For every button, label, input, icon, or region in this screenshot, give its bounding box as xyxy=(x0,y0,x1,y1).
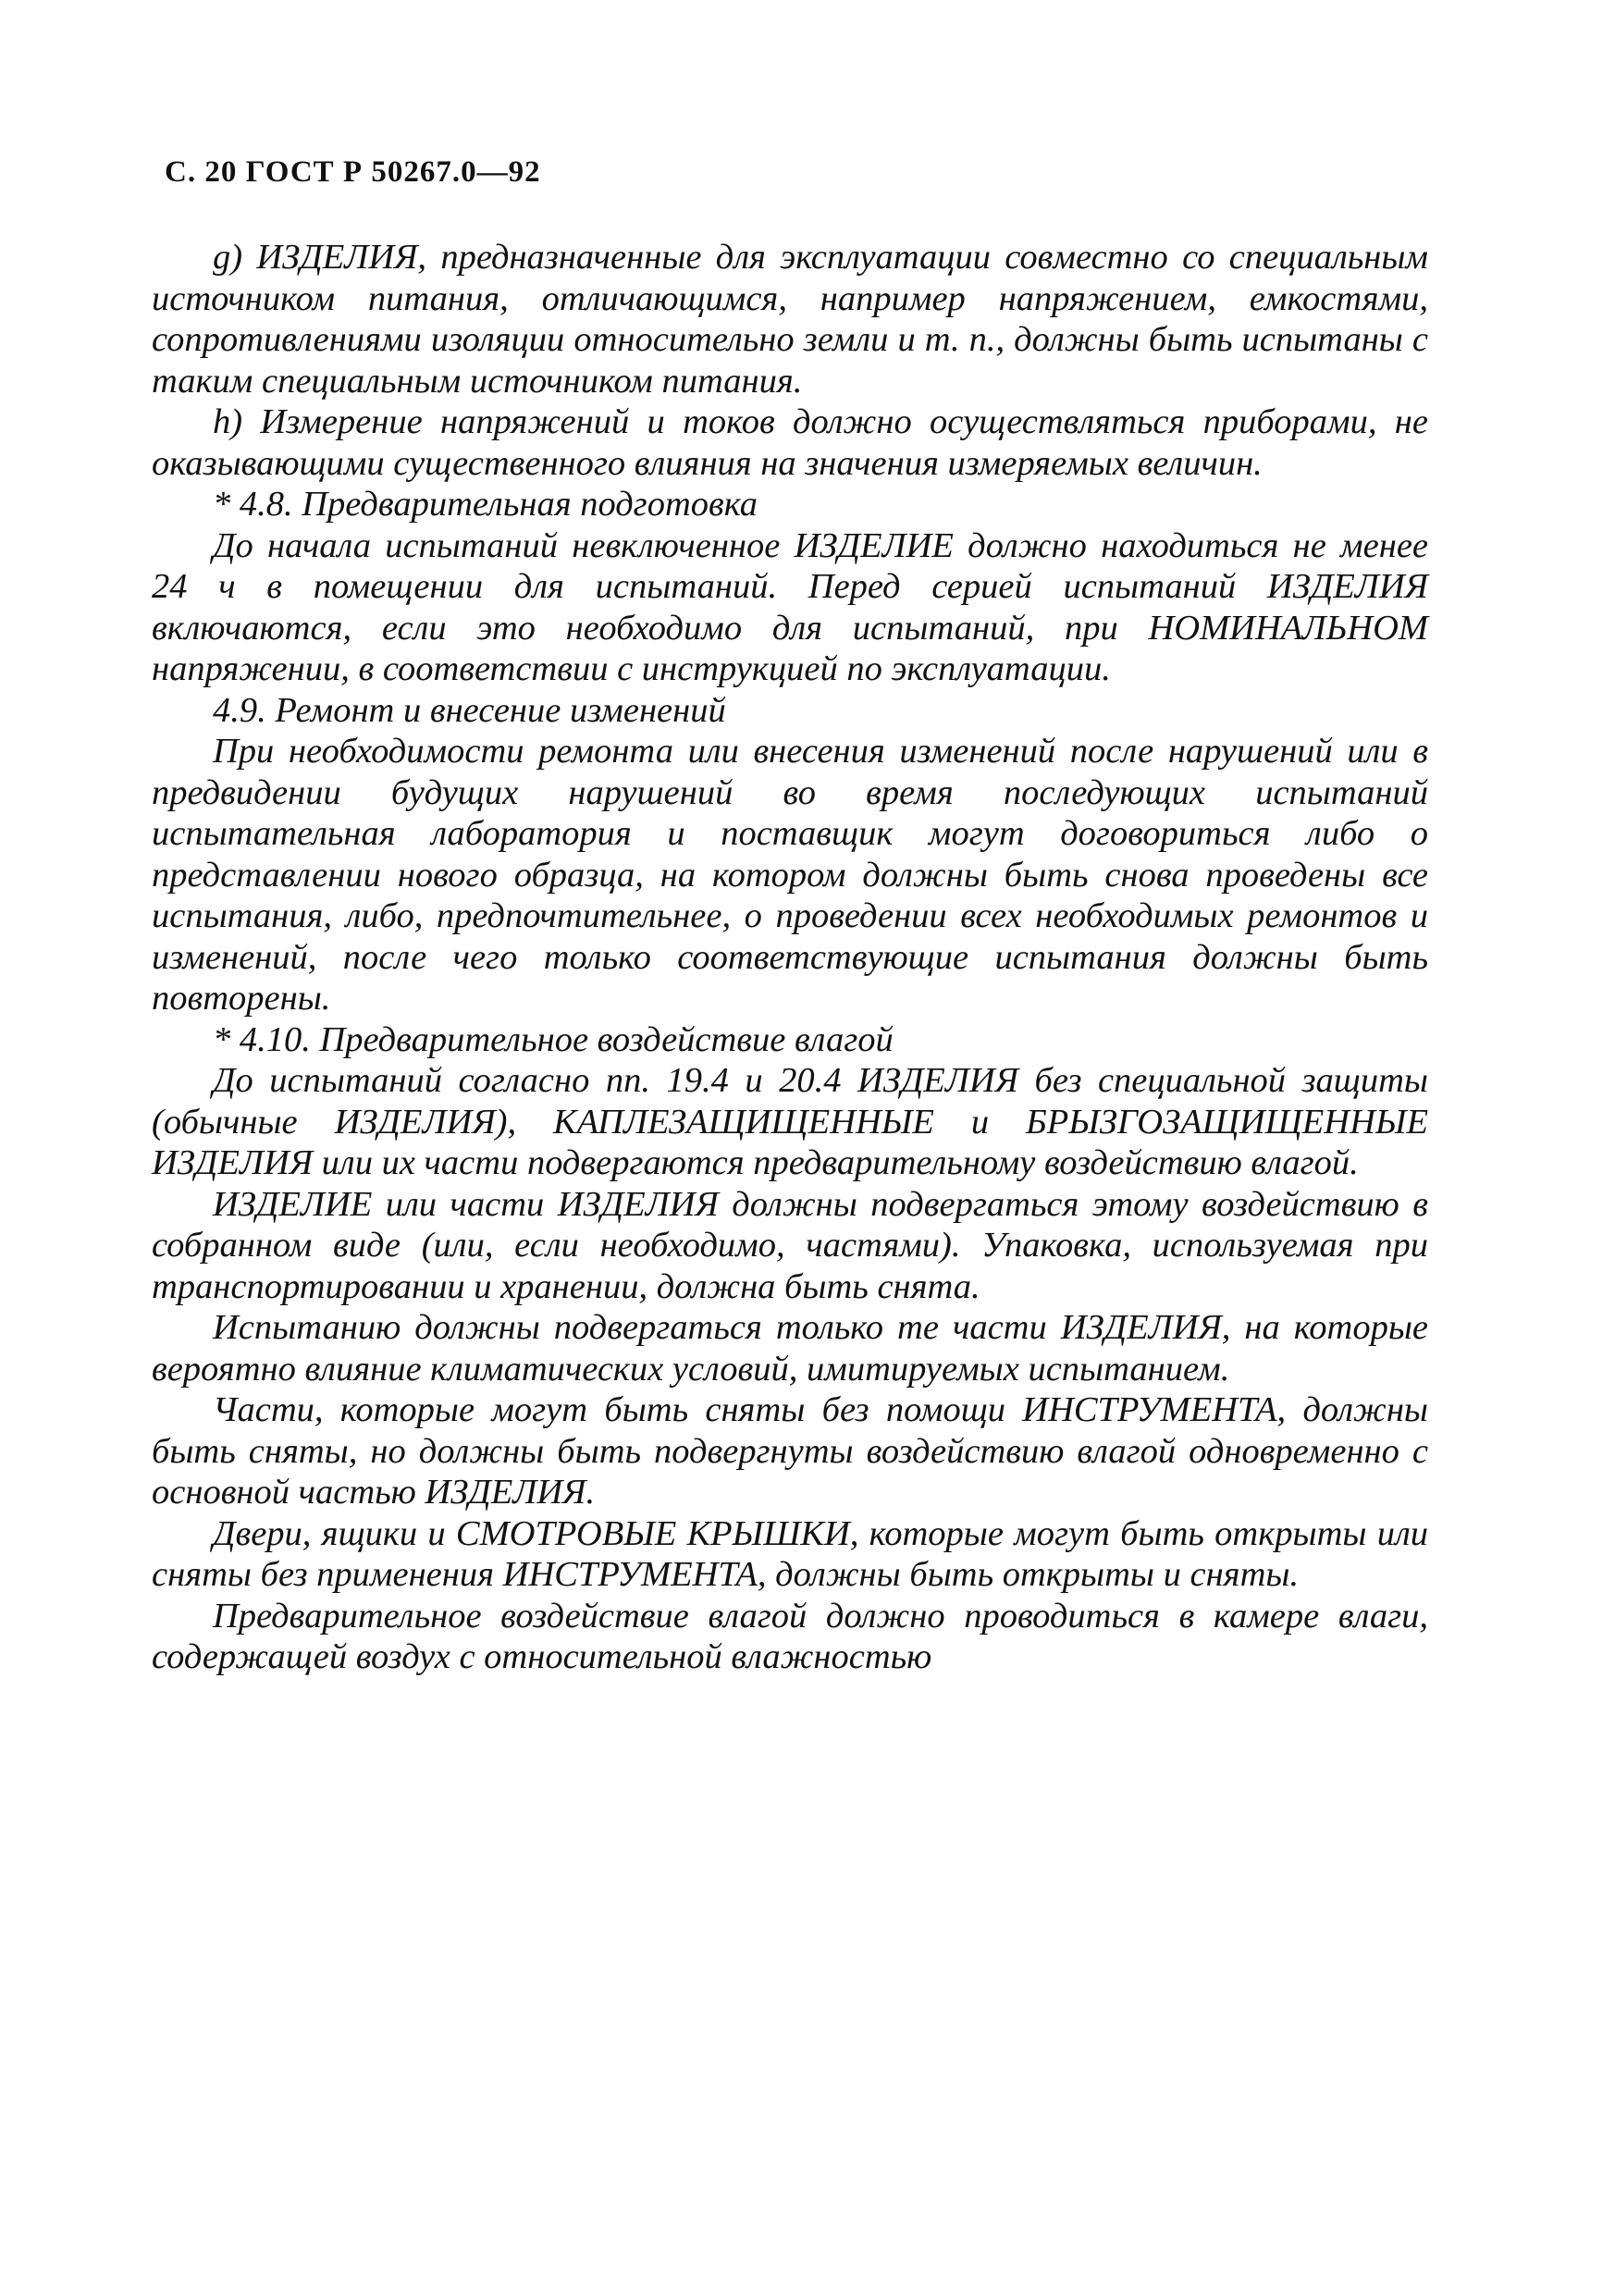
paragraph-h: h) Измерение напряжений и токов должно осуществляться приборами, не оказывающими существенного влияния на значения измеряемых величин. xyxy=(152,402,1428,483)
paragraph-4-10-body-3: Испытанию должны подвергаться только те части ИЗДЕЛИЯ, на которые вероятно влияние климатических условий, имитируемых испытанием. xyxy=(152,1308,1428,1389)
paragraph-4-10-body-2: ИЗДЕЛИЕ или части ИЗДЕЛИЯ должны подвергаться этому воздействию в собранном виде (или, если необходимо, частями). Упаковка, используемая при транспортировании и хранении, должна быть снята. xyxy=(152,1184,1428,1306)
page-header: С. 20 ГОСТ Р 50267.0—92 xyxy=(165,155,541,189)
section-heading-4-9: 4.9. Ремонт и внесение изменений xyxy=(213,690,726,730)
section-heading-4-8: * 4.8. Предварительная подготовка xyxy=(213,485,758,524)
section-heading-4-10: * 4.10. Предварительное воздействие влагой xyxy=(213,1019,894,1059)
paragraph-4-10-body-4: Части, которые могут быть сняты без помощи ИНСТРУМЕНТА, должны быть сняты, но должны быть подвергнуты воздействию влагой одновременно с основной частью ИЗДЕЛИЯ. xyxy=(152,1390,1428,1512)
paragraph-g: g) ИЗДЕЛИЯ, предназначенные для эксплуатации совместно со специальным источником питания, отличающимся, например напряжением, емкостями, сопротивлениями изоляции относительно земли и т. п., должны быть испытаны с таким специальным источником питания. xyxy=(152,238,1428,401)
paragraph-4-9-body: При необходимости ремонта или внесения изменений после нарушений или в предвидении будущих нарушений во время последующих испытаний испытательная лаборатория и поставщик могут договориться либо о представлении нового образца, на котором должны быть снова проведены все испытания, либо, предпочтительнее, о проведении всех необходимых ремонтов и изменений, после чего только соответствующие испытания должны быть повторены. xyxy=(152,732,1428,1018)
document-body xyxy=(152,237,1428,1678)
paragraph-4-8-body: До начала испытаний невключенное ИЗДЕЛИЕ должно находиться не менее 24 ч в помещении для испытаний. Перед серией испытаний ИЗДЕЛИЯ включаются, если это необходимо для испытаний, при НОМИНАЛЬНОМ напряжении, в соответствии с инструкцией по эксплуатации. xyxy=(152,525,1428,688)
paragraph-4-10-body-5: Двери, ящики и СМОТРОВЫЕ КРЫШКИ, которые могут быть открыты или сняты без применения ИНСТРУМЕНТА, должны быть открыты и сняты. xyxy=(152,1513,1428,1594)
paragraph-4-10-body-1: До испытаний согласно пп. 19.4 и 20.4 ИЗДЕЛИЯ без специальной защиты (обычные ИЗДЕЛИЯ), КАПЛЕЗАЩИЩЕННЫЕ и БРЫЗГОЗАЩИЩЕННЫЕ ИЗДЕЛИЯ или их части подвергаются предварительному воздействию влагой. xyxy=(152,1061,1428,1182)
paragraph-4-10-body-6: Предварительное воздействие влагой должно проводиться в камере влаги, содержащей воздух с относительной влажностью xyxy=(152,1596,1428,1676)
